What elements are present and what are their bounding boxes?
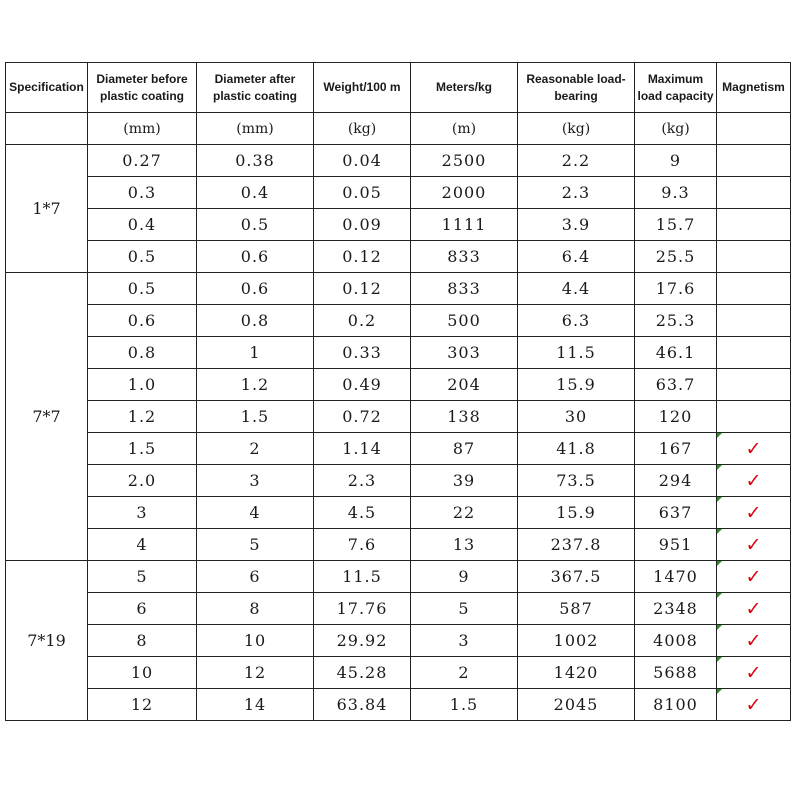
diameter-after-cell: 0.6 [197,273,314,305]
max-load-cell: 9.3 [635,177,717,209]
diameter-after-cell: 0.8 [197,305,314,337]
weight-cell: 17.76 [314,593,411,625]
magnetism-cell [717,657,791,689]
diameter-after-cell: 12 [197,657,314,689]
meters-cell: 500 [411,305,518,337]
diameter-before-cell: 4 [88,529,197,561]
max-load-cell: 167 [635,433,717,465]
diameter-before-cell: 6 [88,593,197,625]
weight-cell: 1.14 [314,433,411,465]
unit-cell: (kg) [518,113,635,145]
weight-cell: 0.2 [314,305,411,337]
checkmark-icon: ✓ [745,661,762,684]
diameter-before-cell: 2.0 [88,465,197,497]
max-load-cell: 4008 [635,625,717,657]
weight-cell: 63.84 [314,689,411,721]
load-cell: 15.9 [518,369,635,401]
diameter-before-cell: 0.4 [88,209,197,241]
cell-corner-marker [717,497,722,502]
meters-cell: 2500 [411,145,518,177]
diameter-after-cell: 1.5 [197,401,314,433]
table-row [6,145,791,177]
magnetism-cell [717,305,791,337]
diameter-before-cell: 0.6 [88,305,197,337]
meters-cell: 87 [411,433,518,465]
specification-cell: 7*7 [6,273,88,561]
cell-corner-marker [717,625,722,630]
diameter-after-cell: 10 [197,625,314,657]
meters-cell: 138 [411,401,518,433]
load-cell: 587 [518,593,635,625]
magnetism-cell [717,433,791,465]
load-cell: 1420 [518,657,635,689]
load-cell: 367.5 [518,561,635,593]
magnetism-cell [717,561,791,593]
diameter-before-cell: 0.5 [88,241,197,273]
magnetism-cell [717,593,791,625]
weight-cell: 45.28 [314,657,411,689]
weight-cell: 11.5 [314,561,411,593]
weight-cell: 0.72 [314,401,411,433]
meters-cell: 9 [411,561,518,593]
table-body [6,113,791,721]
table-row [6,497,791,529]
cell-corner-marker [717,529,722,534]
magnetism-cell [717,241,791,273]
load-cell: 2045 [518,689,635,721]
diameter-after-cell: 0.6 [197,241,314,273]
cell-corner-marker [717,689,722,694]
load-cell: 15.9 [518,497,635,529]
header-reasonable-load: Reasonable load-bearing [518,63,635,113]
table-row [6,273,791,305]
magnetism-cell [717,689,791,721]
checkmark-icon: ✓ [745,629,762,652]
diameter-before-cell: 3 [88,497,197,529]
weight-cell: 0.05 [314,177,411,209]
load-cell: 2.3 [518,177,635,209]
magnetism-cell [717,209,791,241]
diameter-after-cell: 4 [197,497,314,529]
meters-cell: 3 [411,625,518,657]
table-row [6,369,791,401]
load-cell: 11.5 [518,337,635,369]
magnetism-cell [717,497,791,529]
table-row [6,593,791,625]
meters-cell: 833 [411,273,518,305]
diameter-after-cell: 1 [197,337,314,369]
table-row [6,529,791,561]
diameter-before-cell: 12 [88,689,197,721]
diameter-after-cell: 14 [197,689,314,721]
header-specification: Specification [6,63,88,113]
weight-cell: 2.3 [314,465,411,497]
table-row [6,689,791,721]
meters-cell: 13 [411,529,518,561]
diameter-after-cell: 6 [197,561,314,593]
meters-cell: 204 [411,369,518,401]
max-load-cell: 25.3 [635,305,717,337]
header-row [6,63,791,113]
load-cell: 237.8 [518,529,635,561]
diameter-after-cell: 1.2 [197,369,314,401]
diameter-after-cell: 0.38 [197,145,314,177]
diameter-before-cell: 5 [88,561,197,593]
diameter-after-cell: 2 [197,433,314,465]
weight-cell: 29.92 [314,625,411,657]
magnetism-cell [717,625,791,657]
diameter-after-cell: 0.5 [197,209,314,241]
max-load-cell: 120 [635,401,717,433]
meters-cell: 2000 [411,177,518,209]
weight-cell: 0.49 [314,369,411,401]
weight-cell: 7.6 [314,529,411,561]
meters-cell: 303 [411,337,518,369]
specification-cell: 1*7 [6,145,88,273]
load-cell: 41.8 [518,433,635,465]
checkmark-icon: ✓ [745,469,762,492]
header-diameter-before: Diameter before plastic coating [88,63,197,113]
meters-cell: 1111 [411,209,518,241]
magnetism-cell [717,177,791,209]
load-cell: 30 [518,401,635,433]
table-row [6,657,791,689]
checkmark-icon: ✓ [745,565,762,588]
max-load-cell: 637 [635,497,717,529]
header-meters-per-kg: Meters/kg [411,63,518,113]
table-row [6,305,791,337]
header-weight: Weight/100 m [314,63,411,113]
checkmark-icon: ✓ [745,597,762,620]
checkmark-icon: ✓ [745,501,762,524]
checkmark-icon: ✓ [745,693,762,716]
table-row [6,337,791,369]
max-load-cell: 8100 [635,689,717,721]
meters-cell: 2 [411,657,518,689]
units-row [6,113,791,145]
magnetism-cell [717,145,791,177]
magnetism-cell [717,369,791,401]
unit-cell: (mm) [197,113,314,145]
header-magnetism: Magnetism [717,63,791,113]
units-spec-cell [6,113,88,145]
max-load-cell: 294 [635,465,717,497]
max-load-cell: 2348 [635,593,717,625]
header-max-load: Maximum load capacity [635,63,717,113]
max-load-cell: 1470 [635,561,717,593]
weight-cell: 4.5 [314,497,411,529]
load-cell: 73.5 [518,465,635,497]
max-load-cell: 15.7 [635,209,717,241]
magnetism-cell [717,337,791,369]
max-load-cell: 9 [635,145,717,177]
meters-cell: 833 [411,241,518,273]
load-cell: 3.9 [518,209,635,241]
header-diameter-after: Diameter after plastic coating [197,63,314,113]
table-row [6,561,791,593]
table-row [6,433,791,465]
diameter-before-cell: 1.0 [88,369,197,401]
diameter-after-cell: 8 [197,593,314,625]
table-row [6,401,791,433]
load-cell: 1002 [518,625,635,657]
load-cell: 4.4 [518,273,635,305]
max-load-cell: 5688 [635,657,717,689]
spec-table [5,62,791,721]
meters-cell: 22 [411,497,518,529]
weight-cell: 0.09 [314,209,411,241]
cell-corner-marker [717,433,722,438]
unit-cell [717,113,791,145]
weight-cell: 0.12 [314,273,411,305]
table-row [6,177,791,209]
table-row [6,465,791,497]
magnetism-cell [717,273,791,305]
cell-corner-marker [717,561,722,566]
table-row [6,209,791,241]
diameter-after-cell: 5 [197,529,314,561]
diameter-after-cell: 3 [197,465,314,497]
diameter-after-cell: 0.4 [197,177,314,209]
unit-cell: (kg) [314,113,411,145]
magnetism-cell [717,401,791,433]
max-load-cell: 63.7 [635,369,717,401]
meters-cell: 1.5 [411,689,518,721]
diameter-before-cell: 0.3 [88,177,197,209]
meters-cell: 5 [411,593,518,625]
specification-cell: 7*19 [6,561,88,721]
weight-cell: 0.12 [314,241,411,273]
diameter-before-cell: 0.8 [88,337,197,369]
max-load-cell: 46.1 [635,337,717,369]
diameter-before-cell: 0.27 [88,145,197,177]
unit-cell: (kg) [635,113,717,145]
meters-cell: 39 [411,465,518,497]
diameter-before-cell: 1.2 [88,401,197,433]
cell-corner-marker [717,465,722,470]
checkmark-icon: ✓ [745,533,762,556]
diameter-before-cell: 8 [88,625,197,657]
diameter-before-cell: 0.5 [88,273,197,305]
table-row [6,241,791,273]
diameter-before-cell: 10 [88,657,197,689]
load-cell: 6.4 [518,241,635,273]
table-row [6,625,791,657]
cell-corner-marker [717,593,722,598]
load-cell: 6.3 [518,305,635,337]
cell-corner-marker [717,657,722,662]
max-load-cell: 951 [635,529,717,561]
load-cell: 2.2 [518,145,635,177]
unit-cell: (mm) [88,113,197,145]
weight-cell: 0.04 [314,145,411,177]
max-load-cell: 25.5 [635,241,717,273]
diameter-before-cell: 1.5 [88,433,197,465]
magnetism-cell [717,529,791,561]
max-load-cell: 17.6 [635,273,717,305]
checkmark-icon: ✓ [745,437,762,460]
magnetism-cell [717,465,791,497]
weight-cell: 0.33 [314,337,411,369]
unit-cell: (m) [411,113,518,145]
